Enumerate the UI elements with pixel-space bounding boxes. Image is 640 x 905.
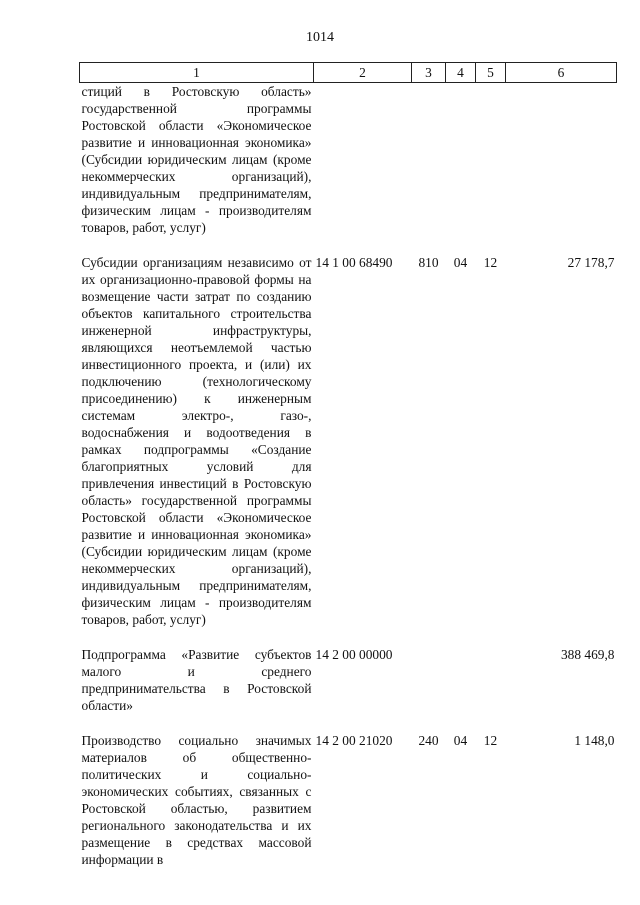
row-name <box>80 714 314 868</box>
row-name <box>80 628 314 714</box>
page-number: 1014 <box>306 30 334 45</box>
column-header-2: 2 <box>314 63 412 83</box>
table-header-row <box>80 63 617 83</box>
row-name <box>80 83 314 237</box>
table-row <box>80 628 617 714</box>
column-header-4: 4 <box>446 63 476 83</box>
table-row <box>80 714 617 868</box>
row-col3 <box>412 83 446 237</box>
row-code <box>314 83 412 237</box>
row-code: 14 1 00 68490 <box>315 255 393 270</box>
row-amount <box>506 83 617 237</box>
table-row <box>80 236 617 628</box>
row-amount: 388 469,8 <box>560 647 615 662</box>
row-col4: 04 <box>453 255 468 270</box>
column-header-6: 6 <box>506 63 617 83</box>
table-row <box>80 83 617 237</box>
row-name-text: Субсидии организациям независимо от их организационно-правовой формы на возмещение части затрат по созданию объектов капитального строительства инженерной инфраструктуры, являющихся неотъемлемой частью инвестиционного проекта, и (или) их подключению (технологическому присоединению) к инженерным системам электро-, газо-, водоснабжения и водоотведения в рамках подпрограммы «Создание благоприятных условий для привлечения инвестиций в Ростовскую область» государственной программы Ростовской области «Экономическое развитие и инновационная экономика» (Субсидии юридическим лицам (кроме некоммерческих организаций), индивидуальным предпринимателям, физическим лицам - производителям товаров, работ, услуг) <box>81 255 312 627</box>
row-code: 14 2 00 00000 <box>315 647 393 662</box>
row-col3 <box>412 628 446 714</box>
row-name-text: Подпрограмма «Развитие субъектов малого и среднего предпринимательства в Ростовской области» <box>81 647 312 713</box>
row-col5: 12 <box>483 733 498 748</box>
column-header-5: 5 <box>476 63 506 83</box>
row-name <box>80 236 314 628</box>
row-col4 <box>446 628 476 714</box>
budget-table <box>79 62 617 868</box>
row-col4: 04 <box>453 733 468 748</box>
row-col4 <box>446 83 476 237</box>
row-name-text: стиций в Ростовскую область» государственной программы Ростовской области «Экономическое развитие и инновационная экономика» (Субсидии юридическим лицам (кроме некоммерческих организаций), индивидуальным предпринимателям, физическим лицам - производителям товаров, работ, услуг) <box>81 84 312 235</box>
row-col5 <box>476 83 506 237</box>
column-header-3: 3 <box>412 63 446 83</box>
row-col5: 12 <box>483 255 498 270</box>
row-col3: 810 <box>418 255 439 270</box>
row-name-text: Производство социально значимых материалов об общественно-политических и социально-экономических событиях, связанных с Ростовской областью, развитием регионального законодательства и их размещение в средствах массовой информации в <box>81 733 312 867</box>
row-col5 <box>476 628 506 714</box>
row-amount: 27 178,7 <box>567 255 615 270</box>
row-col3: 240 <box>418 733 439 748</box>
row-amount: 1 148,0 <box>574 733 615 748</box>
column-header-1: 1 <box>80 63 314 83</box>
row-code: 14 2 00 21020 <box>315 733 393 748</box>
